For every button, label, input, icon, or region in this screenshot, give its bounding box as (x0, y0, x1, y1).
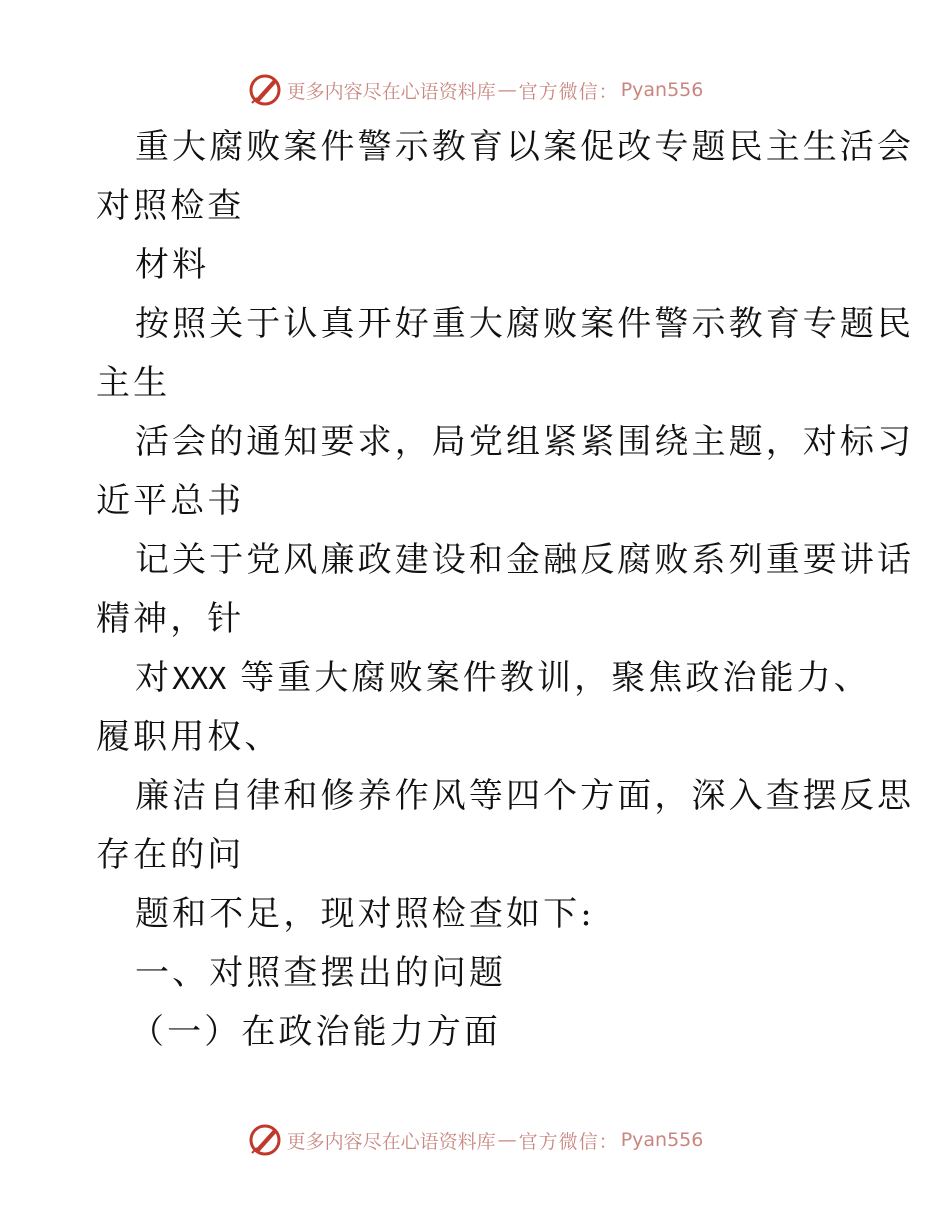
paragraph-line: 题和不足，现对照检查如下: (135, 894, 595, 934)
section-heading: 一、对照查摆出的问题 (135, 953, 506, 993)
paragraph-line: 活会的通知要求，局党组紧紧围绕主题，对标习 (135, 422, 915, 462)
paragraph-line: 记关于党风廉政建设和金融反腐败系列重要讲话 (135, 540, 915, 580)
redacted-name: XXX (172, 662, 227, 697)
watermark-dash: — (497, 1129, 517, 1151)
document-body (96, 118, 915, 1062)
quill-logo-icon (247, 72, 283, 108)
header-watermark (0, 70, 950, 110)
document-title-line-3: 材料 (135, 245, 210, 285)
paragraph-line: 履职用权、 (96, 717, 282, 757)
watermark-text: 更多内容尽在心语资料库 (286, 80, 496, 103)
paragraph-text: 对 (135, 658, 173, 698)
subsection-heading: （一）在政治能力方面 (130, 1012, 501, 1052)
paragraph-line: 近平总书 (96, 481, 245, 521)
watermark-wechat-label: 官方微信： (518, 1130, 619, 1153)
quill-logo-icon (247, 1122, 283, 1158)
watermark-wechat-id: Pyan556 (620, 1129, 704, 1151)
watermark-wechat-label: 官方微信： (518, 80, 619, 103)
paragraph-line: 主生 (96, 363, 171, 403)
document-title-line-2: 对照检查 (96, 186, 245, 226)
watermark-dash: — (497, 79, 517, 101)
paragraph-line: 存在的问 (96, 835, 245, 875)
paragraph-line (96, 649, 871, 708)
footer-watermark (0, 1120, 950, 1160)
paragraph-text: 等重大腐败案件教训，聚焦政治能力、 (226, 658, 871, 698)
paragraph-line: 精神，针 (96, 599, 245, 639)
document-title-line-1: 重大腐败案件警示教育以案促改专题民主生活会 (135, 127, 915, 167)
watermark-text: 更多内容尽在心语资料库 (286, 1130, 496, 1153)
paragraph-line: 按照关于认真开好重大腐败案件警示教育专题民 (135, 304, 915, 344)
watermark-wechat-id: Pyan556 (620, 79, 704, 101)
paragraph-line: 廉洁自律和修养作风等四个方面，深入查摆反思 (135, 776, 915, 816)
